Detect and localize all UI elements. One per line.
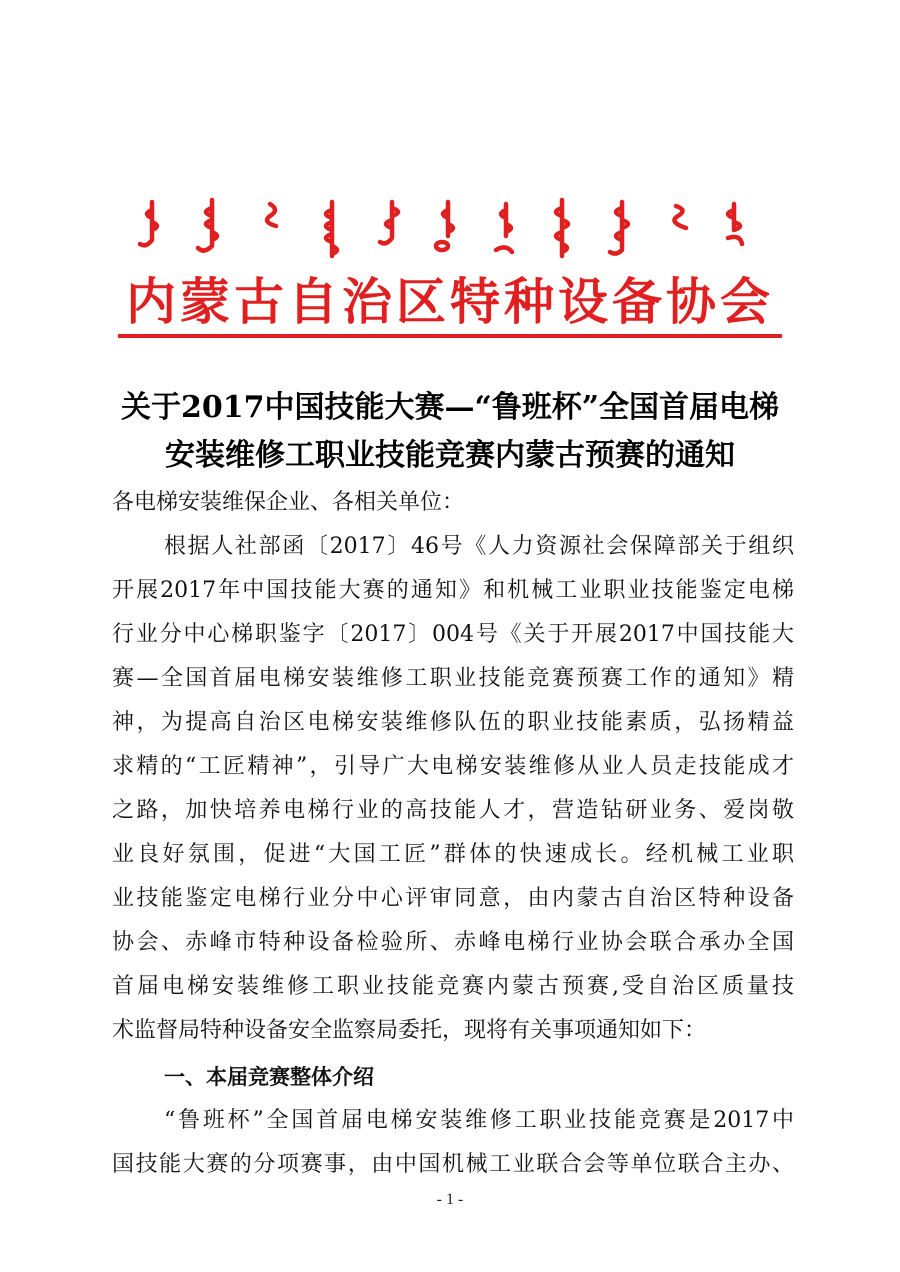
paragraph-line: 国技能大赛的分项赛事，由中国机械工业联合会等单位联合主办、	[112, 1152, 794, 1177]
paragraph-line: 根据人社部函〔2017〕46号《人力资源社会保障部关于组织	[164, 534, 794, 559]
org-name	[100, 272, 800, 332]
paragraph-line: 行业分中心梯职鉴字〔2017〕004号《关于开展2017中国技能大	[112, 622, 794, 647]
paragraph-line: 之路，加快培养电梯行业的高技能人才，营造钻研业务、爱岗敬	[112, 798, 794, 823]
paragraph-line: 赛—全国首届电梯安装维修工职业技能竞赛预赛工作的通知》精	[112, 666, 794, 691]
paragraph-line: 业良好氛围，促进“大国工匠”群体的快速成长。经机械工业职	[112, 842, 794, 867]
mongolian-script-logo	[130, 196, 770, 268]
salutation: 各电梯安装维保企业、各相关单位：	[112, 490, 465, 515]
org-name-black: 内蒙古自治区特种设备协会	[126, 272, 774, 331]
paragraph-line: 求精的“工匠精神”，引导广大电梯安装维修从业人员走技能成才	[112, 754, 794, 779]
page-number: - 1 -	[436, 1191, 464, 1208]
paragraph-line: “鲁班杯”全国首届电梯安装维修工职业技能竞赛是2017中	[164, 1108, 794, 1133]
paragraph-line: 神，为提高自治区电梯安装维修队伍的职业技能素质，弘扬精益	[112, 710, 794, 735]
letterhead-divider	[118, 334, 782, 338]
paragraph-line: 首届电梯安装维修工职业技能竞赛内蒙古预赛,受自治区质量技	[112, 974, 794, 999]
document-title-line-2: 安装维修工职业技能竞赛内蒙古预赛的通知	[165, 438, 735, 473]
paragraph-line: 术监督局特种设备安全监察局委托，现将有关事项通知如下：	[112, 1018, 707, 1043]
section-heading: 一、本届竞赛整体介绍	[164, 1065, 374, 1089]
mongolian-script-graphic	[130, 196, 770, 268]
document-title-line-1: 关于2017中国技能大赛—“鲁班杯”全国首届电梯	[120, 390, 779, 425]
paragraph-line: 业技能鉴定电梯行业分中心评审同意，由内蒙古自治区特种设备	[112, 886, 794, 911]
paragraph-line: 开展2017年中国技能大赛的通知》和机械工业职业技能鉴定电梯	[112, 578, 794, 603]
paragraph-line: 协会、赤峰市特种设备检验所、赤峰电梯行业协会联合承办全国	[112, 930, 794, 955]
